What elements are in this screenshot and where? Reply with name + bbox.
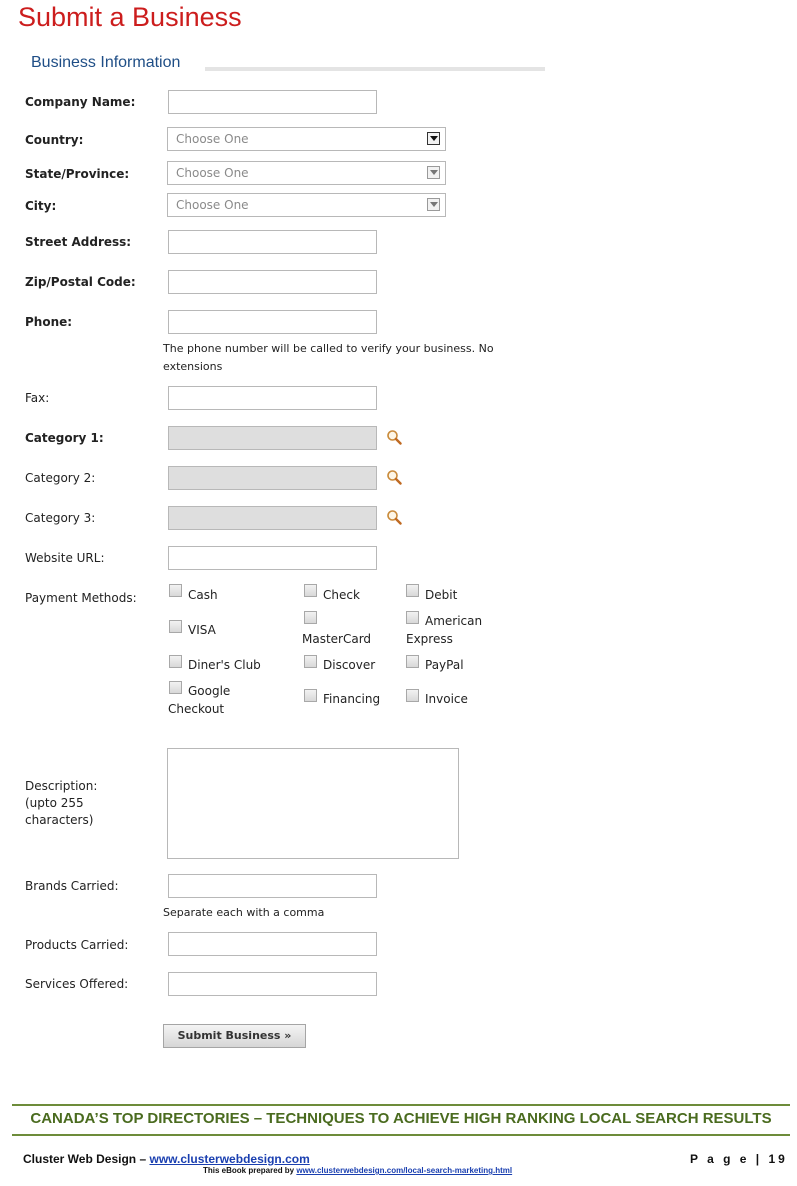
zip-code-input[interactable] xyxy=(168,270,377,294)
invoice-checkbox[interactable] xyxy=(406,689,419,702)
city-label: City: xyxy=(25,199,57,213)
city-select-value: Choose One xyxy=(176,198,249,212)
invoice-option-label: Invoice xyxy=(425,692,468,706)
category-2-input[interactable] xyxy=(168,466,377,490)
debit-option-label: Debit xyxy=(425,588,458,602)
footer-brand xyxy=(23,1152,310,1166)
footer-brand-link[interactable]: www.clusterwebdesign.com xyxy=(149,1152,310,1166)
fax-label: Fax: xyxy=(25,391,50,405)
mastercard-option-label: MasterCard xyxy=(302,632,372,646)
payment-methods-label: Payment Methods: xyxy=(25,591,137,605)
description-label: Description: (upto 255 characters) xyxy=(25,779,98,827)
category-1-input[interactable] xyxy=(168,426,377,450)
paypal-option-label: PayPal xyxy=(425,658,464,672)
debit-checkbox[interactable] xyxy=(406,584,419,597)
category-3-label: Category 3: xyxy=(25,511,96,525)
section-title: Business Information xyxy=(31,54,181,71)
phone-input[interactable] xyxy=(168,310,377,334)
discover-option-label: Discover xyxy=(323,658,376,672)
dropdown-arrow-icon[interactable] xyxy=(427,132,440,145)
visa-checkbox[interactable] xyxy=(169,620,182,633)
check-option-label: Check xyxy=(323,588,360,602)
google-checkout-option-label: Google Checkout xyxy=(168,684,231,716)
state-select-value: Choose One xyxy=(176,166,249,180)
cash-checkbox[interactable] xyxy=(169,584,182,597)
dropdown-arrow-icon[interactable] xyxy=(427,166,440,179)
country-select-value: Choose One xyxy=(176,132,249,146)
services-offered-input[interactable] xyxy=(168,972,377,996)
zip-code-label: Zip/Postal Code: xyxy=(25,275,136,289)
phone-help-text: The phone number will be called to verify your business. No extensions xyxy=(163,342,494,373)
cash-option-label: Cash xyxy=(188,588,218,602)
company-name-input[interactable] xyxy=(168,90,377,114)
street-address-input[interactable] xyxy=(168,230,377,254)
state-label: State/Province: xyxy=(25,167,130,181)
products-carried-input[interactable] xyxy=(168,932,377,956)
street-address-label: Street Address: xyxy=(25,235,132,249)
section-divider xyxy=(205,67,545,71)
footer-rule-bottom xyxy=(12,1134,790,1136)
check-checkbox[interactable] xyxy=(304,584,317,597)
mastercard-checkbox[interactable] xyxy=(304,611,317,624)
category-3-input[interactable] xyxy=(168,506,377,530)
prepared-by-prefix: This eBook prepared by xyxy=(203,1166,297,1175)
dropdown-arrow-icon[interactable] xyxy=(427,198,440,211)
company-name-label: Company Name: xyxy=(25,95,136,109)
page-title: Submit a Business xyxy=(18,2,242,32)
footer-headline: CANADA’S TOP DIRECTORIES – TECHNIQUES TO ACHIEVE HIGH RANKING LOCAL SEARCH RESULTS xyxy=(30,1110,772,1127)
prepared-by-link[interactable]: www.clusterwebdesign.com/local-search-marketing.html xyxy=(296,1166,513,1175)
financing-option-label: Financing xyxy=(323,692,381,706)
discover-checkbox[interactable] xyxy=(304,655,317,668)
submit-business-button[interactable]: Submit Business » xyxy=(163,1024,306,1048)
website-url-input[interactable] xyxy=(168,546,377,570)
phone-label: Phone: xyxy=(25,315,73,329)
prepared-by-line xyxy=(203,1166,512,1175)
services-offered-label: Services Offered: xyxy=(25,977,129,991)
country-select[interactable] xyxy=(167,127,446,151)
description-textarea[interactable] xyxy=(167,748,459,859)
brands-help-text: Separate each with a comma xyxy=(163,906,325,919)
magnifier-icon[interactable] xyxy=(386,469,402,485)
diners-club-checkbox[interactable] xyxy=(169,655,182,668)
diners-club-option-label: Diner's Club xyxy=(188,658,261,672)
page-number: P a g e | 19 xyxy=(690,1152,788,1166)
category-1-label: Category 1: xyxy=(25,431,104,445)
footer-rule-top xyxy=(12,1104,790,1106)
category-2-label: Category 2: xyxy=(25,471,96,485)
city-select[interactable] xyxy=(167,193,446,217)
american-express-option-label: American Express xyxy=(406,614,483,646)
country-label: Country: xyxy=(25,133,84,147)
website-url-label: Website URL: xyxy=(25,551,105,565)
financing-checkbox[interactable] xyxy=(304,689,317,702)
magnifier-icon[interactable] xyxy=(386,429,402,445)
state-select[interactable] xyxy=(167,161,446,185)
magnifier-icon[interactable] xyxy=(386,509,402,525)
brands-carried-input[interactable] xyxy=(168,874,377,898)
fax-input[interactable] xyxy=(168,386,377,410)
products-carried-label: Products Carried: xyxy=(25,938,129,952)
visa-option-label: VISA xyxy=(188,623,216,637)
paypal-checkbox[interactable] xyxy=(406,655,419,668)
footer-brand-prefix: Cluster Web Design – xyxy=(23,1152,150,1166)
brands-carried-label: Brands Carried: xyxy=(25,879,119,893)
